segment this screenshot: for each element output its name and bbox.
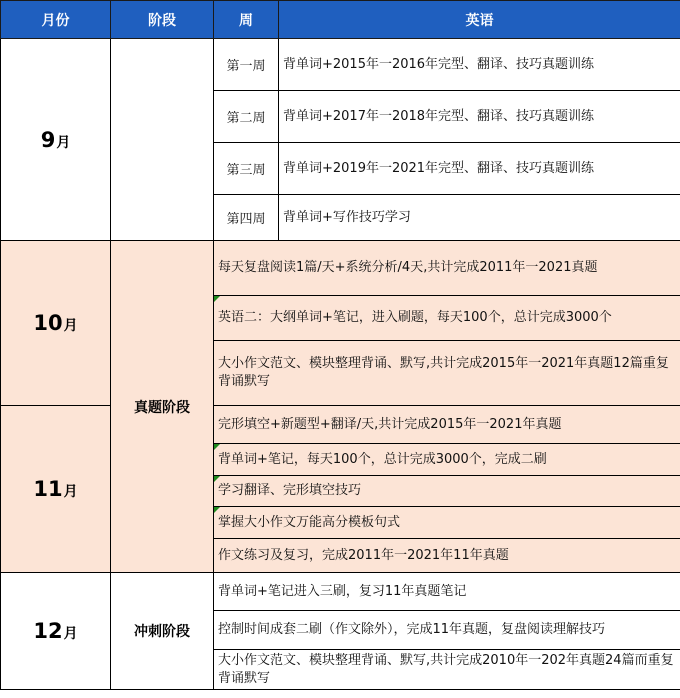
header-month: 月份 [1, 1, 111, 39]
month-unit: 月 [63, 484, 78, 500]
content-cell: 学习翻译、完形填空技巧 [214, 476, 680, 507]
content-cell: 背单词+2015年一2016年完型、翻译、技巧真题训练 [279, 39, 680, 91]
content-cell: 背单词+2019年一2021年完型、翻译、技巧真题训练 [279, 143, 680, 195]
content-cell: 每天复盘阅读1篇/天+系统分析/4天,共计完成2011年一2021真题 [214, 241, 680, 296]
header-english: 英语 [279, 1, 680, 39]
month-unit: 月 [56, 134, 71, 151]
content-cell: 大小作文范文、模块整理背诵、默写,共计完成2015年一2021年真题12篇重复背诵默写 [214, 341, 680, 406]
month-cell-nov [1, 406, 111, 573]
month-unit: 月 [63, 318, 78, 334]
month-number: 9 [40, 127, 56, 152]
table-row [1, 573, 680, 611]
week-cell: 第三周 [214, 143, 279, 195]
month-cell-oct [1, 241, 111, 406]
month-unit: 月 [63, 626, 78, 642]
month-number: 12 [33, 619, 63, 643]
table-row [1, 39, 680, 91]
content-cell: 背单词+笔记，每天100个，总计完成3000个，完成二刷 [214, 444, 680, 476]
content-cell: 背单词+2017年一2018年完型、翻译、技巧真题训练 [279, 91, 680, 143]
week-cell: 第一周 [214, 39, 279, 91]
content-cell: 作文练习及复习，完成2011年一2021年11年真题 [214, 539, 680, 573]
content-cell: 掌握大小作文万能高分模板句式 [214, 507, 680, 539]
week-cell: 第二周 [214, 91, 279, 143]
content-cell: 完形填空+新题型+翻译/天,共计完成2015年一2021年真题 [214, 406, 680, 444]
month-cell-dec [1, 573, 111, 690]
content-cell: 背单词+写作技巧学习 [279, 195, 680, 241]
content-cell: 控制时间成套二刷（作文除外），完成11年真题，复盘阅读理解技巧 [214, 611, 680, 650]
table-row [1, 406, 680, 444]
table-row [1, 241, 680, 296]
month-number: 10 [33, 311, 63, 335]
stage-cell-real: 真题阶段 [111, 241, 214, 573]
week-cell: 第四周 [214, 195, 279, 241]
stage-cell-sep [111, 39, 214, 241]
content-cell: 背单词+笔记进入三刷，复习11年真题笔记 [214, 573, 680, 611]
header-row [1, 1, 680, 39]
month-number: 11 [33, 477, 63, 501]
content-cell: 英语二：大纲单词+笔记，进入刷题，每天100个，总计完成3000个 [214, 296, 680, 341]
header-week: 周 [214, 1, 279, 39]
stage-cell-dec: 冲刺阶段 [111, 573, 214, 690]
header-stage: 阶段 [111, 1, 214, 39]
content-cell: 大小作文范文、模块整理背诵、默写,共计完成2010年一202年真题24篇而重复背诵默写 [214, 650, 680, 690]
month-cell-sep [1, 39, 111, 241]
